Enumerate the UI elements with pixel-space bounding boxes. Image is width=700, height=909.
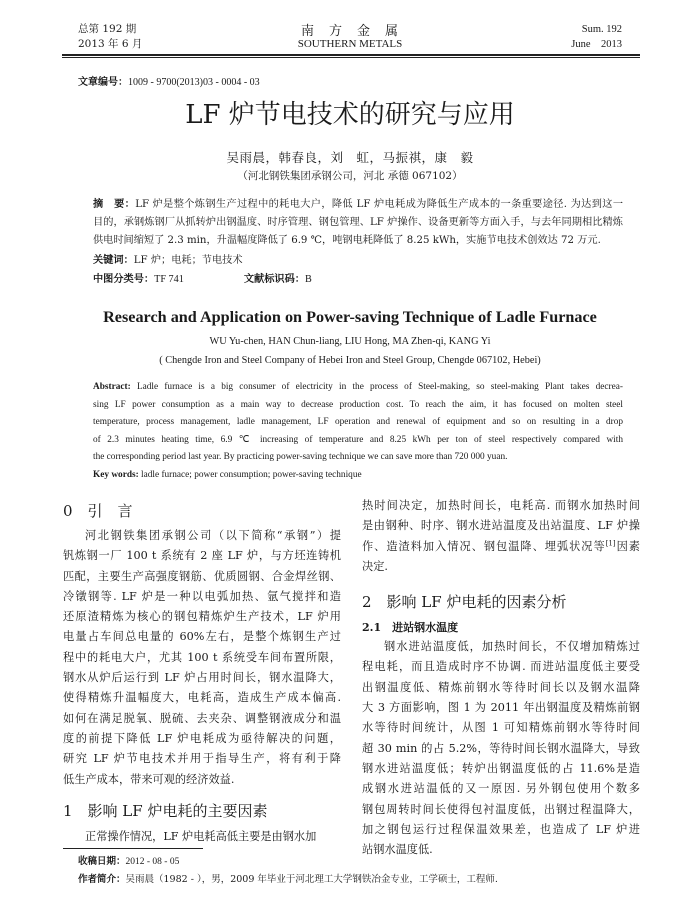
right-column <box>362 496 640 860</box>
classification-line <box>93 270 623 289</box>
body-line: 度的前提下降低 LF 炉电耗成为亟待解决的问题， <box>63 731 341 745</box>
body-line: 河北钢铁集团承钢公司（以下简称“承钢”）提 <box>85 529 341 542</box>
doc-code-value: B <box>304 273 312 285</box>
body-line: 使得精炼升温幅度大，电耗高，造成生产成本偏高. <box>63 691 341 705</box>
header-issue-en: Sum. 192 <box>581 24 622 35</box>
article-number <box>78 73 260 88</box>
body-line: 钢水进站温度低；转炉出钢温度低的占 11.6%是造 <box>362 761 640 775</box>
author-bio <box>78 871 498 885</box>
body-line: 钢包周转时间长使得包衬温度低，出钢过程温降大， <box>362 802 640 816</box>
section-2-title: 2 影响 LF 炉电耗的因素分析 <box>362 593 567 612</box>
section-2-1-title: 2.1 进站钢水温度 <box>362 621 459 635</box>
section-1-body-cont <box>362 496 640 577</box>
body-line: 决定. <box>362 559 388 573</box>
section-0-title: 0 引 言 <box>63 502 133 520</box>
clc-value: TF 741 <box>154 273 184 285</box>
body-line: 钒炼钢一厂 100 t 系统有 2 座 LF 炉，与方坯连铸机 <box>63 549 341 563</box>
abstract-en-line: sing LF power consumption as a main way to decrease production cost. To reach the aim, it has focused on molten steel <box>93 399 623 410</box>
body-line: 水等待时间统计，从图 1 可知精炼前钢水等待时间 <box>362 721 640 735</box>
abstract-cn-line: 摘 要：LF 炉是整个炼钢生产过程中的耗电大户，降低 LF 炉电耗成为降低生产成本的一条重要途径. 为达到这一 <box>93 198 624 210</box>
section-1-title: 1 影响 LF 炉电耗的主要因素 <box>63 801 268 820</box>
abstract-en-line: the corresponding period last year. By practicing power-saving technique we can save more than 720 000 yuan. <box>93 452 508 463</box>
journal-name-cn: 南 方 金 属 <box>300 24 399 39</box>
received-value: 2012 - 08 - 05 <box>125 857 180 867</box>
abstract-cn-line: 供电时间缩短了 2.3 min，升温幅度降低了 6.9 ℃，吨钢电耗降低了 8.25 kWh，实施节电技术创效达 72 万元. <box>93 235 601 247</box>
abstract-en-label: Abstract: <box>93 382 131 392</box>
body-line: 冷镦钢等. LF 炉是一种以电弧加热、氩气搅拌和造 <box>63 589 341 603</box>
body-line: 超 30 min 的占 5.2%，等待时间长钢水温降大，导致 <box>362 741 640 755</box>
body-line: 如何在满足脱氧、脱硫、去夹杂、调整钢液成分和温 <box>63 711 341 725</box>
header-rule-thick <box>62 54 640 56</box>
body-line: 热时间决定，加热时间长，电耗高. 而钢水加热时间 <box>362 499 640 512</box>
author-bio-label: 作者简介： <box>78 874 126 885</box>
authors-cn: 吴雨晨，韩春良，刘 虹，马振祺，康 毅 <box>226 150 474 165</box>
section-0-body <box>63 526 341 546</box>
abstract-cn-line: 目的，承钢炼钢厂从抓转炉出钢温度、时序管理、钢包管理、LF 炉操作、设备更新等方面入手，与去年同期相比精炼 <box>93 217 623 229</box>
section-2-1-body <box>362 637 640 657</box>
title-en: Research and Application on Power-saving Technique of Ladle Furnace <box>103 308 597 326</box>
abstract-en-line: temperature, process management, ladle management, LF operation and renewal of equipment and so on resulting in a drop <box>93 417 623 428</box>
header-rule-thin <box>62 57 640 58</box>
header-date-cn: 2013 年 6 月 <box>78 38 143 50</box>
author-bio-value: 吴雨晨（1982 - ），男，2009 年毕业于河北理工大学钢铁冶金专业，工学硕士，工程师. <box>125 874 498 885</box>
section-1-body <box>63 827 341 847</box>
abstract-cn-label: 摘 要： <box>93 198 136 210</box>
keywords-cn-value: LF 炉；电耗；节电技术 <box>133 254 243 266</box>
article-number-label: 文章编号： <box>78 77 128 88</box>
affiliation-cn: （河北钢铁集团承钢公司，河北 承德 067102） <box>237 170 463 182</box>
section-0-body-cont <box>63 546 341 790</box>
body-line: 钢水从炉后运行到 LF 炉占用时间长，钢水温降大， <box>63 671 341 685</box>
clc-label: 中图分类号： <box>93 272 155 285</box>
keywords-cn-label: 关键词： <box>93 253 134 266</box>
body-line: 研究 LF 炉节电技术并用于指导生产，将有利于降 <box>63 752 341 766</box>
abstract-cn <box>93 195 623 289</box>
keywords-en-label: Key words: <box>93 469 139 480</box>
body-line: 是由钢种、时序、钢水进站温度及出站温度、LF 炉操 <box>362 519 640 533</box>
body-line: 还原渣精炼为核心的钢包精炼炉生产技术，LF 炉用 <box>63 610 341 624</box>
received-label: 收稿日期： <box>78 856 126 867</box>
citation-ref: [1] <box>605 538 616 547</box>
keywords-cn <box>93 251 623 270</box>
journal-name-en: SOUTHERN METALS <box>297 38 403 50</box>
abstract-en-line: of 2.3 minutes heating time, 6.9 ℃ increasing of temperature and 8.25 kWh per ton of steel respectively compared with <box>93 434 623 445</box>
body-line: 钢水进站温度低，加热时间长，不仅增加精炼过 <box>384 640 640 654</box>
header-issue-cn: 总第 192 期 <box>78 23 137 35</box>
body-line: 作、造渣料加入情况、钢包温降、埋弧状况等[1]因素 <box>362 538 640 553</box>
body-line: 成钢水进站温低的又一原因. 另外钢包使用个数多 <box>362 782 640 796</box>
abstract-en-line: Abstract: Ladle furnace is a big consumer of electricity in the process of Steel-making, so steel-making Plant takes decrea- <box>93 382 623 392</box>
body-line: 加之钢包运行过程保温效果差，也造成了 LF 炉进 <box>362 822 640 836</box>
authors-en: WU Yu-chen, HAN Chun-liang, LIU Hong, MA Zhen-qi, KANG Yi <box>209 336 491 347</box>
body-line: 程中的耗电大户，尤其 100 t 系统受车间布置所限， <box>63 650 341 664</box>
abstract-en <box>93 379 623 485</box>
affiliation-en: ( Chengde Iron and Steel Company of Hebei Iron and Steel Group, Chengde 067102, Hebei) <box>159 355 541 366</box>
body-line: 站钢水温度低. <box>362 843 433 857</box>
left-column <box>63 500 341 847</box>
keywords-en <box>93 467 623 485</box>
body-line: 大 3 方面影响，图 1 为 2011 年出钢温度及精炼前钢 <box>362 701 640 715</box>
keywords-en-value: ladle furnace; power consumption; power-saving technique <box>141 469 362 480</box>
article-number-value: 1009 - 9700(2013)03 - 0004 - 03 <box>128 77 260 88</box>
title-cn: LF 炉节电技术的研究与应用 <box>185 100 515 130</box>
received-date <box>78 853 179 867</box>
doc-code-label: 文献标识码： <box>243 272 305 285</box>
body-line: 程电耗，而且造成时序不协调. 而进站温度低主要受 <box>362 660 640 674</box>
section-2-1-body-cont <box>362 657 640 860</box>
body-line: 电量占车间总电量的 60%左右，是整个炼钢生产过 <box>63 630 341 644</box>
body-line: 匹配，主要生产高强度钢筋、优质圆钢、合金焊丝钢、 <box>63 569 341 583</box>
header-date-en: June 2013 <box>571 39 622 50</box>
body-line: 正常操作情况，LF 炉电耗高低主要是由钢水加 <box>85 829 317 843</box>
body-line: 出钢温度低、精炼前钢水等待时间长以及钢水温降 <box>362 680 640 694</box>
footnote-rule <box>63 848 203 849</box>
body-line: 低生产成本，带来可观的经济效益. <box>63 772 235 786</box>
